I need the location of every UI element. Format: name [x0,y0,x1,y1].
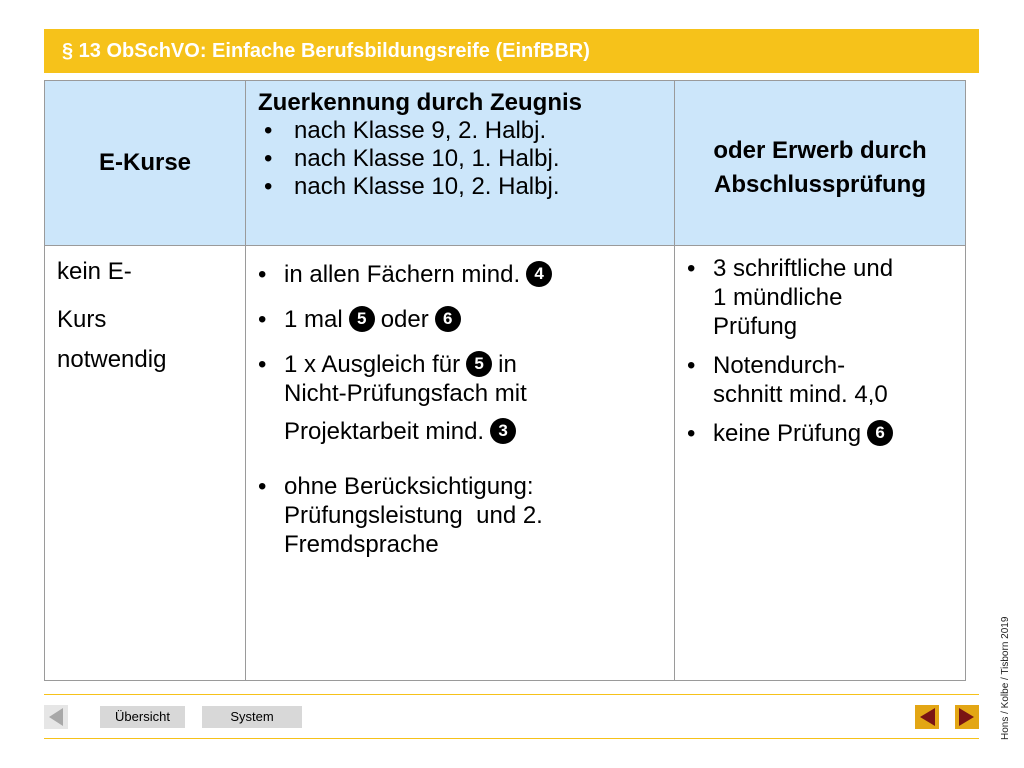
header-cell-zeugnis [246,81,675,246]
header-row [45,81,966,246]
item-text: Fremdsprache [284,531,439,558]
header-zeugnis-title: Zuerkennung durch Zeugnis [258,89,583,116]
list-item [246,305,674,334]
item-text: • 3 schriftliche und [713,255,894,282]
circled-number-3-icon: 3 [490,418,516,444]
item-text: 1 mal [284,306,343,333]
item-text: Nicht-Prüfungsfach mit [284,380,527,407]
item-text: 1 mündliche [713,284,843,311]
system-button[interactable]: System [202,706,302,728]
item-text: in [498,351,517,378]
item-text: Prüfungsleistung und 2. [284,502,543,529]
header-pruefung-line2: Abschlussprüfung [713,171,926,198]
list-item: • nach Klasse 9, 2. Halbj. [258,117,668,145]
copyright-text: Hons / Kolbe / Tisborn 2019 [1000,616,1011,740]
ekurse-line1: kein E- [57,258,132,285]
next-slide-icon[interactable] [955,705,979,729]
ekurse-line2: Kurs [57,306,107,333]
item-text: 1 x Ausgleich für [284,351,461,378]
circled-number-6-icon: 6 [435,306,461,332]
list-item [675,351,965,409]
item-text: • Notendurch- [713,352,846,379]
zeugnis-list [246,260,674,559]
header-zeugnis-list [258,117,668,201]
back-arrow-icon[interactable] [44,705,68,729]
list-item [246,472,674,559]
item-text: Projektarbeit mind. [284,418,485,445]
footer-divider-bottom [44,738,979,739]
pruefung-list [675,254,965,448]
footer-divider-top [44,694,979,695]
header-cell-ekurse [45,81,246,246]
list-item [246,260,674,289]
circled-number-4-icon: 4 [526,261,552,287]
item-text: oder [380,306,429,333]
slide-title: § 13 ObSchVO: Einfache Berufsbildungsreife (EinfBBR) [62,40,590,62]
title-bar [44,29,979,73]
list-item [675,419,965,448]
circled-number-6-icon: 6 [867,420,893,446]
list-item [246,350,674,456]
list-item: • nach Klasse 10, 2. Halbj. [258,173,668,201]
header-ekurse: E-Kurse [98,149,192,176]
header-cell-pruefung [675,81,966,246]
item-text: keine Prüfung [713,420,862,447]
circled-number-5-icon: 5 [466,351,492,377]
content-table [44,80,966,681]
list-item [675,254,965,341]
ekurse-cell [45,246,246,681]
overview-button[interactable]: Übersicht [100,706,185,728]
item-text: in allen Fächern mind. [284,261,521,288]
pruefung-cell [675,246,966,681]
body-row [45,246,966,681]
item-text: • ohne Berücksichtigung: [284,473,534,500]
header-pruefung-line1: oder Erwerb durch [713,137,927,164]
previous-slide-icon[interactable] [915,705,939,729]
circled-number-5-icon: 5 [349,306,375,332]
list-item: • nach Klasse 10, 1. Halbj. [258,145,668,173]
item-text: Prüfung [713,313,798,340]
item-text: schnitt mind. 4,0 [713,381,888,408]
zeugnis-cell [246,246,675,681]
ekurse-line3: notwendig [57,346,167,373]
